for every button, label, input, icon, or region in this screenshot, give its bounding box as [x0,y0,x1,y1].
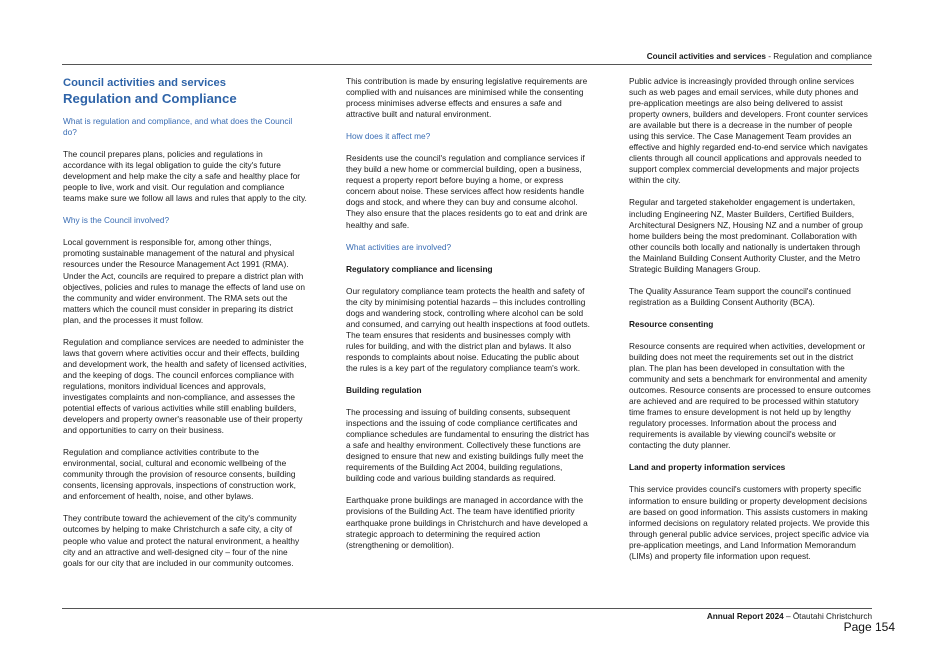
question-heading: What is regulation and compliance, and what does the Council do? [63,116,293,138]
question-heading: How does it affect me? [346,131,431,142]
footer-place: Ōtautahi Christchurch [792,612,872,621]
paragraph: Regular and targeted stakeholder engagement is undertaken, including Engineering NZ, Master Builders, Certified Builders, Architectural Designers NZ, Housing NZ and a number of group home builders being the most predominant. Collaboration with other councils both locally and nationally is undertaken through the Mainland Building Consent Authority Cluster, and the Metro Strategic Building Managers Group. [629,197,863,274]
paragraph: This service provides council's customers with property specific information to ensure building or property development decisions are based on good information. This assists customers in making informed decisions on regulatory related projects. We provide this through general public advice services, project specific advice via pre-application meetings, and Land Information Memorandum (LIMs) and property file information upon request. [629,484,870,561]
paragraph: This contribution is made by ensuring legislative requirements are complied with and nuisances are minimised while the consenting process minimises adverse effects and ensures a safe and attractive built and natural environment. [346,76,588,120]
footer-rule [62,608,872,609]
section-kicker: Council activities and services [63,77,226,89]
paragraph: The Quality Assurance Team support the council's continued registration as a Building Consent Authority (BCA). [629,285,851,307]
header-subsection: Regulation and compliance [773,52,872,61]
paragraph: Earthquake prone buildings are managed in accordance with the provisions of the Building Act. The team have identified priority earthquake prone buildings in Christchurch and have developed a strategic approach to determining the required action (strengthening or demolition). [346,495,588,550]
subheading: Building regulation [346,385,422,396]
subheading: Regulatory compliance and licensing [346,263,493,274]
paragraph: Resource consents are required when activities, development or building does not meet the requirements set out in the district plan. The plan has been developed in consultation with the community and sets a benchmark for environmental and amenity outcomes. Resource consents are processed to ensure outcomes are achieved and are required to be processed within statutory time frames to ensure development is not held up by lengthy regulatory processes. Information about the process and requirements is available by viewing council's website or contacting the duty planner. [629,340,871,451]
page-title: Regulation and Compliance [63,91,237,106]
column-2 [346,76,590,562]
paragraph: The council prepares plans, policies and regulations in accordance with its legal obligation to guide the city's future development and help make the city a safe and healthy place for people to live, work and visit. Our regulation and compliance teams make sure we follow all laws and rules that apply to the city. [63,149,307,204]
subheading: Land and property information services [629,462,786,473]
paragraph: Residents use the council's regulation and compliance services if they build a new home or commercial building, open a business, request a property report before buying a home, or express concern about noise. These services affect how residents handle dogs and stock, and where they can buy and consume alcohol. They also ensure that the places residents go to eat and drink are healthy and safe. [346,153,588,230]
header-rule [62,64,872,65]
column-3 [629,76,873,573]
paragraph: Regulation and compliance services are needed to administer the laws that govern where activities occur and their effects, building and development work, the health and safety of licensed activities, and the keeping of dogs. The council enforces compliance with regulations, monitors individual licences and approvals, investigates complaints and non-compliance, and assesses the potential effects of various activities while still enabling builders, developers and property owner's reasonable use of their property and opportunities to carry on their business. [63,336,307,436]
subheading: Resource consenting [629,318,714,329]
header-separator: - [765,52,774,61]
page-number: Page 154 [843,620,895,634]
footer-separator: – [783,612,793,621]
header-section: Council activities and services [646,52,766,61]
footer-report: Annual Report 2024 [706,612,784,621]
paragraph: Our regulatory compliance team protects the health and safety of the city by minimising potential hazards – this includes controlling dogs and wandering stock, controlling where alcohol can be sold and consumed, and carrying out health inspections at food outlets. The team ensures that residents and businesses comply with rules for building, and with the district plan and bylaws. It also responds to complaints about noise. Educating the public about the rules is a key part of the regulatory compliance team's work. [346,285,590,373]
running-header [560,52,872,61]
column-1 [63,76,307,580]
question-heading: What activities are involved? [346,241,452,252]
paragraph: The processing and issuing of building consents, subsequent inspections and the issuing of code compliance certificates and compliance schedules are fundamental to ensuring the district has a safe and healthy environment. Collectively these functions are designed to ensure that new and existing buildings fully meet the requirements of the Building Act 2004, building regulations, building code and various building standards as required. [346,407,590,484]
paragraph: They contribute toward the achievement of the city's community outcomes by helping to make Christchurch a safe city, a city of people who value and protect the natural environment, a healthy city and an attractive and well-designed city – four of the nine goals for our city that are included in our community outcomes. [63,513,300,568]
paragraph: Public advice is increasingly provided through online services such as web pages and email services, while duty phones and pre-application meetings are also being delivered to assist property owners, builders and developers. Front counter services are available but there is a decrease in the number of people using this service. The Case Management Team provides an effective and highly regarded end-to-end service which navigates clients through all council applications and approvals needed to support complex commercial developments and major projects within the city. [629,76,868,186]
paragraph: Regulation and compliance activities contribute to the environmental, social, cultural and economic wellbeing of the community through the provision of resource consents, building consents, licensing approvals, inspections of construction work, and enforcement of health, noise, and other bylaws. [63,447,296,502]
question-heading: Why is the Council involved? [63,215,170,226]
paragraph: Local government is responsible for, among other things, promoting sustainable management of the natural and physical resources under the Resource Management Act 1991 (RMA). Under the Act, councils are required to prepare a district plan with objectives, policies and rules to manage the effects of land use on the community and wider environment. The RMA sets out the matters which the council must consider in preparing its district plan, and the processes it must follow. [63,237,305,325]
